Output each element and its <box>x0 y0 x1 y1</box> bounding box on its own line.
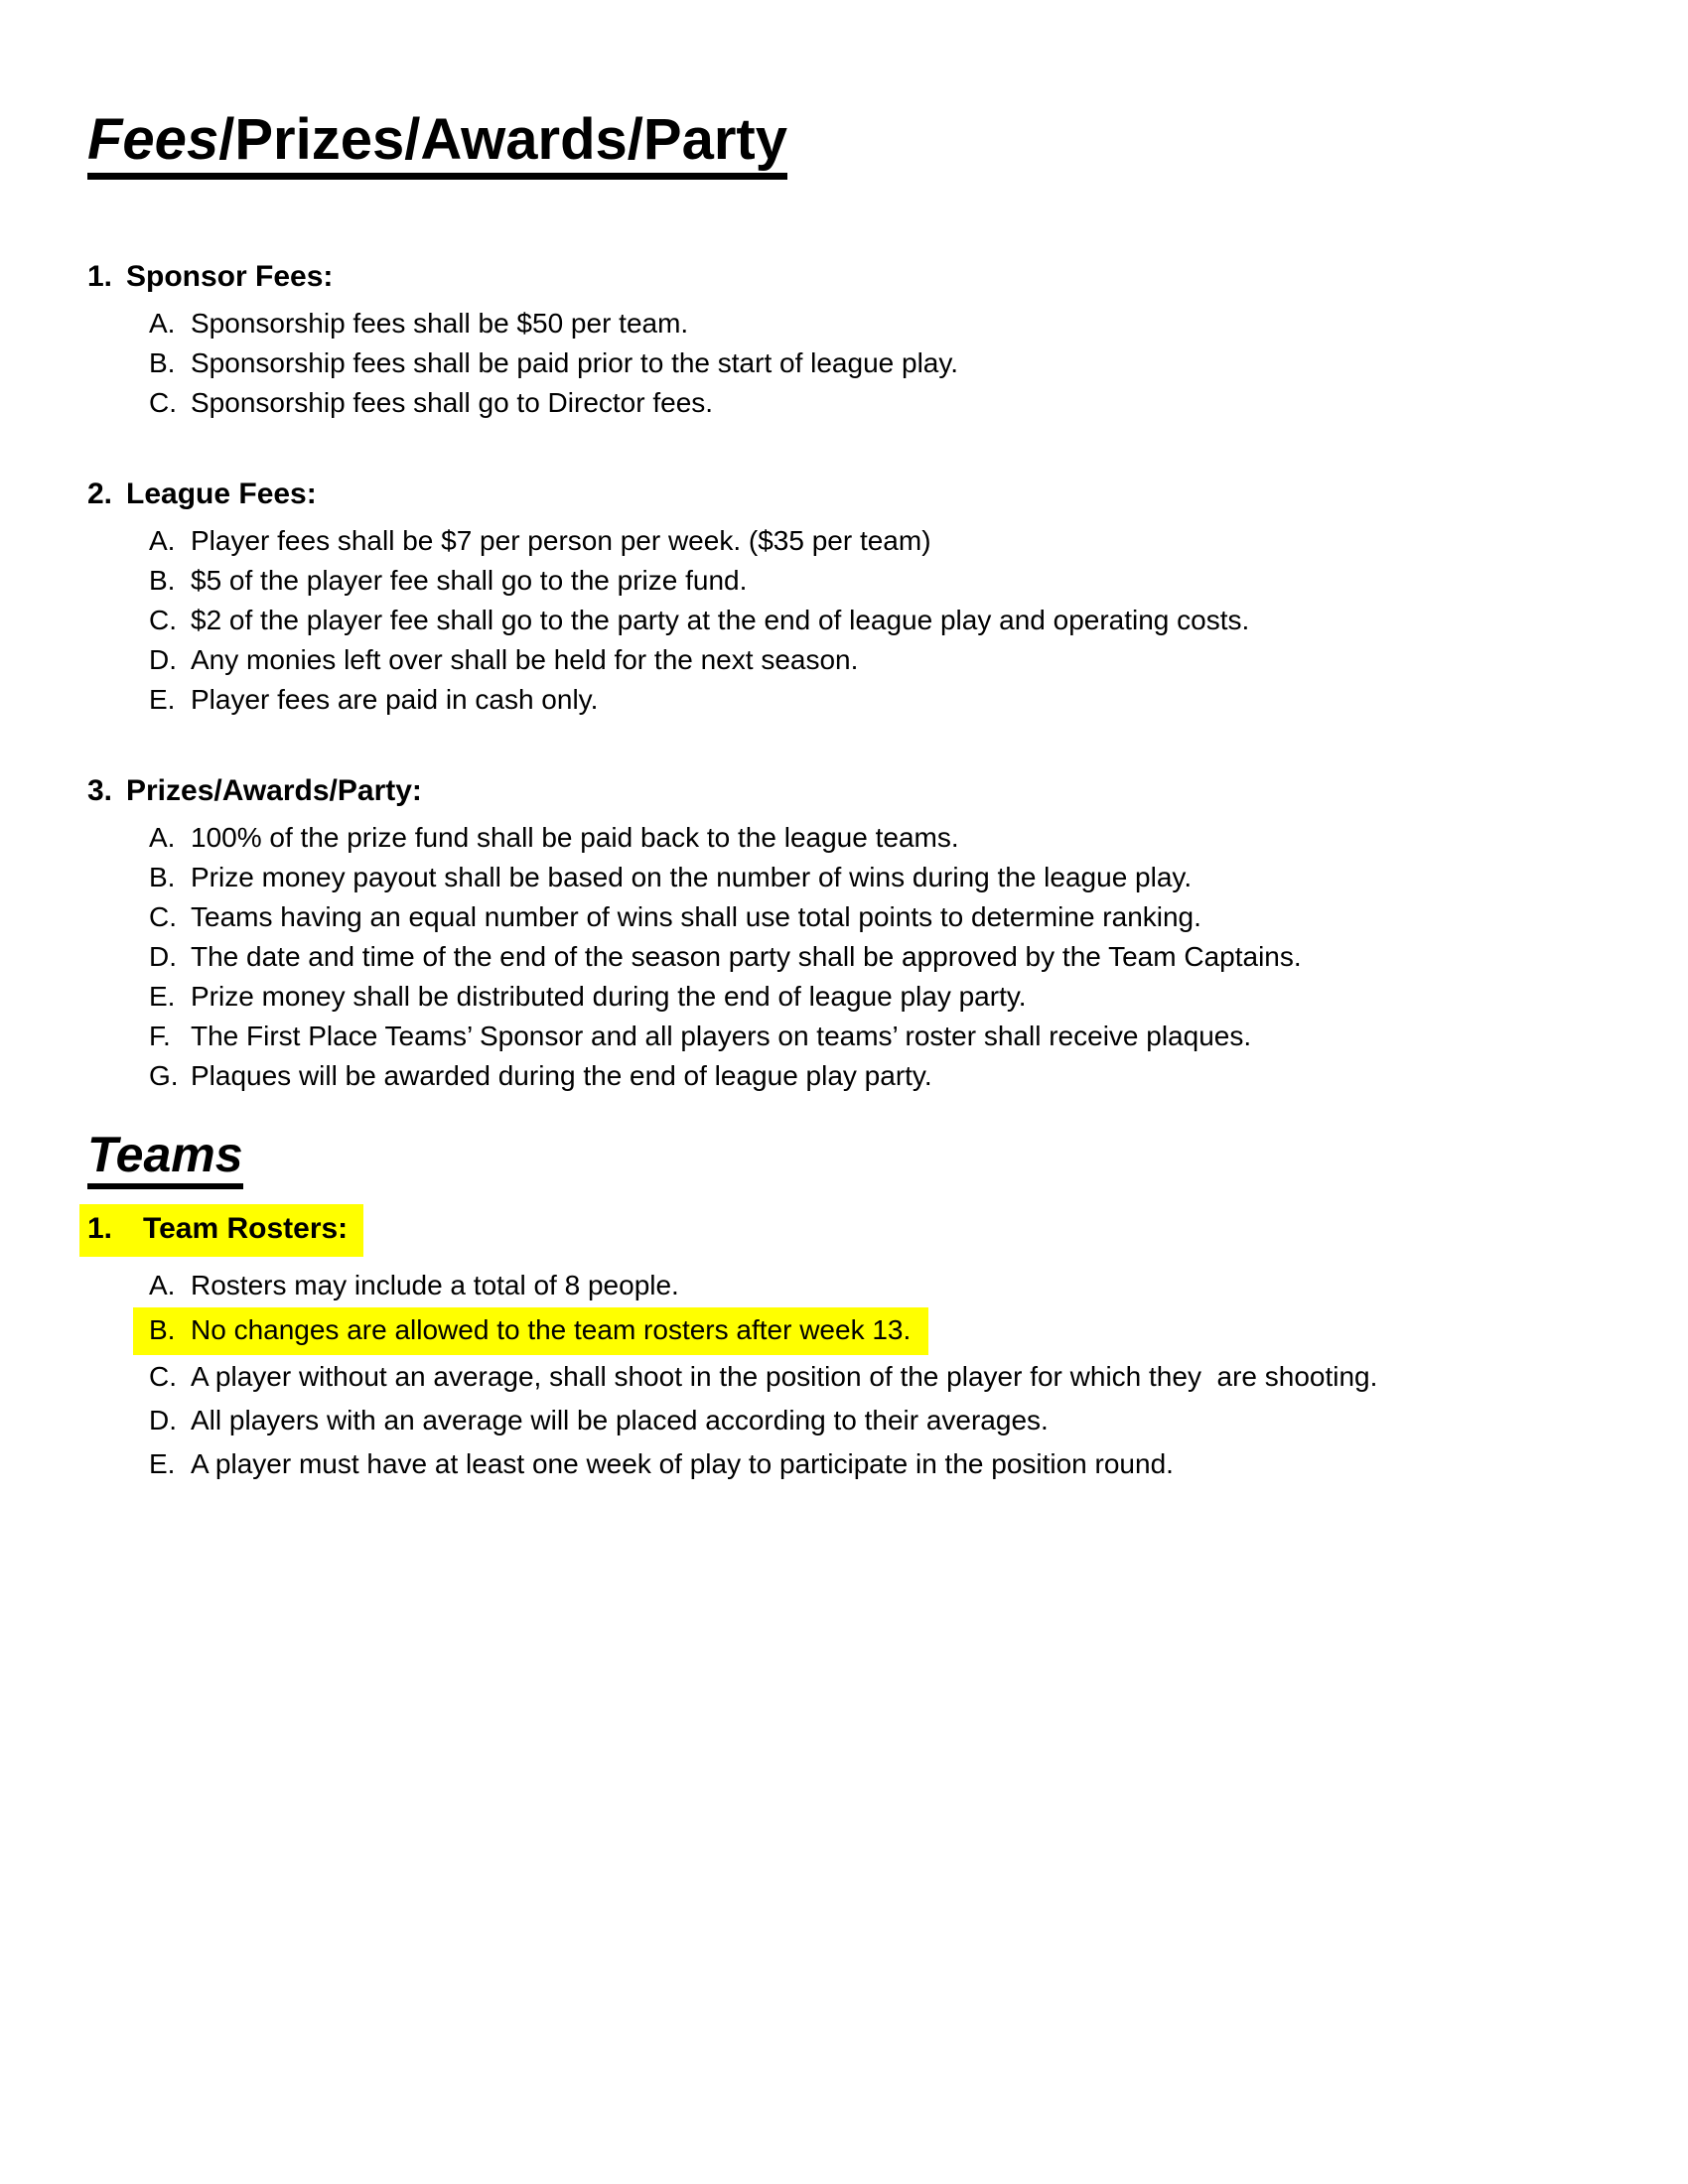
list-item-content <box>149 1399 1049 1442</box>
list-item-text: All players with an average will be placed according to their averages. <box>191 1405 1049 1435</box>
list-item-letter: D. <box>149 941 177 972</box>
list-item-letter: E. <box>149 684 176 715</box>
list-item-letter: C. <box>149 387 177 418</box>
list-item <box>149 521 1618 561</box>
list-item-letter: E. <box>149 981 176 1012</box>
list-item-content <box>149 1017 1251 1056</box>
list-item-content <box>149 1264 679 1307</box>
list-item <box>149 680 1618 720</box>
section-heading-inner <box>87 475 317 514</box>
list-item <box>149 640 1618 680</box>
list-item-letter: B. <box>149 862 176 892</box>
list-item-text: Plaques will be awarded during the end of league play party. <box>191 1060 932 1091</box>
list-item-letter: D. <box>149 644 177 675</box>
section-heading <box>87 771 1618 811</box>
section <box>87 257 1618 423</box>
list-item-content <box>149 343 958 383</box>
list-item-letter: F. <box>149 1021 171 1051</box>
section-heading-text: Prizes/Awards/Party: <box>126 774 422 807</box>
list-item <box>149 897 1618 937</box>
list-item-text: Rosters may include a total of 8 people. <box>191 1270 679 1300</box>
list-item-letter: C. <box>149 605 177 635</box>
page-title-rest: /Prizes/Awards/Party <box>218 107 787 172</box>
teams-title-text: Teams <box>87 1130 243 1189</box>
list-item-content <box>149 1056 932 1096</box>
list-item-letter: A. <box>149 1270 176 1300</box>
list-item-text: Player fees shall be $7 per person per week. ($35 per team) <box>191 525 931 556</box>
list-item-letter: D. <box>149 1405 177 1435</box>
list-item <box>149 1442 1618 1486</box>
highlighted-list-item-content <box>133 1307 928 1355</box>
list-item <box>149 1399 1618 1442</box>
section-heading <box>87 257 1618 297</box>
list-item-letter: G. <box>149 1060 179 1091</box>
section-items <box>87 521 1618 720</box>
section-number: 1. <box>87 260 113 293</box>
section-heading <box>87 1209 1618 1257</box>
list-item <box>149 1056 1618 1096</box>
list-item <box>149 1264 1618 1307</box>
list-item-letter: A. <box>149 525 176 556</box>
section-heading-inner <box>87 257 333 297</box>
list-item-content <box>149 858 1192 897</box>
list-item-text: Player fees are paid in cash only. <box>191 684 599 715</box>
list-item-content <box>149 521 931 561</box>
list-item <box>149 561 1618 601</box>
list-item <box>149 304 1618 343</box>
section-items <box>87 304 1618 423</box>
list-item-letter: A. <box>149 308 176 339</box>
section-heading-text: Team Rosters: <box>143 1212 349 1245</box>
list-item-text: $5 of the player fee shall go to the prize fund. <box>191 565 748 596</box>
list-item-letter: E. <box>149 1448 176 1479</box>
section-heading-inner <box>87 771 422 811</box>
list-item-text: Sponsorship fees shall be paid prior to the start of league play. <box>191 347 959 378</box>
list-item-content <box>149 937 1302 977</box>
section-heading-text: League Fees: <box>126 478 317 510</box>
list-item-letter: B. <box>149 1314 176 1345</box>
list-item <box>149 601 1618 640</box>
list-item-text: 100% of the prize fund shall be paid back to the league teams. <box>191 822 959 853</box>
list-item-letter: A. <box>149 822 176 853</box>
section <box>87 1209 1618 1486</box>
section <box>87 475 1618 720</box>
list-item-text: Any monies left over shall be held for the next season. <box>191 644 859 675</box>
page-title-text <box>87 107 787 180</box>
list-item-text: A player without an average, shall shoot in the position of the player for which they are shooting. <box>191 1361 1378 1392</box>
list-item-content <box>149 1442 1174 1486</box>
list-item-letter: C. <box>149 1361 177 1392</box>
list-item-letter: B. <box>149 347 176 378</box>
list-item <box>149 977 1618 1017</box>
list-item-text: Teams having an equal number of wins shall use total points to determine ranking. <box>191 901 1201 932</box>
list-item <box>149 818 1618 858</box>
list-item-text: The First Place Teams’ Sponsor and all players on teams’ roster shall receive plaques. <box>191 1021 1252 1051</box>
list-item-letter: C. <box>149 901 177 932</box>
highlighted-section-heading <box>79 1204 363 1257</box>
list-item-letter: B. <box>149 565 176 596</box>
section <box>87 771 1618 1096</box>
list-item <box>149 383 1618 423</box>
fees-sections-container <box>87 257 1618 1096</box>
page-title <box>87 107 1618 180</box>
section-heading-text: Sponsor Fees: <box>126 260 334 293</box>
section-items <box>87 1264 1618 1486</box>
teams-sections-container <box>87 1209 1618 1486</box>
section-heading <box>87 475 1618 514</box>
list-item-text: A player must have at least one week of play to participate in the position round. <box>191 1448 1174 1479</box>
list-item-content <box>149 601 1249 640</box>
list-item <box>149 937 1618 977</box>
list-item-text: The date and time of the end of the season party shall be approved by the Team Captains. <box>191 941 1302 972</box>
list-item-content <box>149 561 747 601</box>
list-item-content <box>149 977 1027 1017</box>
list-item-text: Sponsorship fees shall go to Director fees. <box>191 387 714 418</box>
list-item-content <box>149 1355 1377 1399</box>
list-item <box>149 1355 1618 1399</box>
list-item <box>149 1017 1618 1056</box>
list-item-text: Sponsorship fees shall be $50 per team. <box>191 308 689 339</box>
list-item-text: $2 of the player fee shall go to the party at the end of league play and operating costs. <box>191 605 1250 635</box>
teams-title <box>87 1127 1618 1189</box>
list-item-content <box>149 680 598 720</box>
page-title-italic-part: Fees <box>87 107 219 172</box>
section-number: 1. <box>87 1212 113 1245</box>
list-item <box>149 343 1618 383</box>
list-item-text: No changes are allowed to the team rosters after week 13. <box>191 1314 912 1345</box>
section-number: 2. <box>87 478 113 510</box>
list-item-content <box>149 383 713 423</box>
list-item-content <box>149 897 1201 937</box>
list-item-text: Prize money payout shall be based on the number of wins during the league play. <box>191 862 1193 892</box>
list-item-content <box>149 640 858 680</box>
section-number: 3. <box>87 774 113 807</box>
list-item <box>149 1307 1618 1355</box>
list-item <box>149 858 1618 897</box>
list-item-content <box>149 304 688 343</box>
list-item-content <box>149 818 959 858</box>
section-items <box>87 818 1618 1096</box>
list-item-text: Prize money shall be distributed during the end of league play party. <box>191 981 1027 1012</box>
